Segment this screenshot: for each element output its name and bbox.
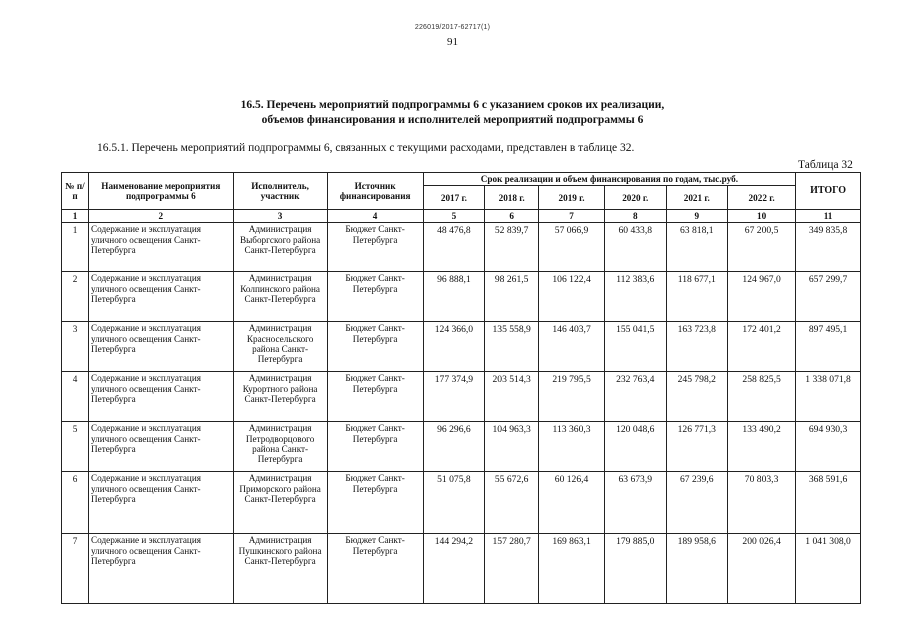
- value-2022: 172 401,2: [728, 322, 796, 372]
- row-number: 4: [62, 372, 89, 422]
- value-2021: 189 958,6: [666, 534, 728, 604]
- value-total: 1 338 071,8: [796, 372, 861, 422]
- table-row: [62, 372, 861, 422]
- header-row-1: [62, 173, 861, 186]
- value-2019: 146 403,7: [539, 322, 605, 372]
- value-2018: 52 839,7: [485, 223, 539, 272]
- value-2018: 104 963,3: [485, 422, 539, 472]
- measure-name: Содержание и эксплуатация уличного освещения Санкт-Петербурга: [88, 223, 233, 272]
- value-2021: 126 771,3: [666, 422, 728, 472]
- value-2018: 55 672,6: [485, 472, 539, 534]
- executor: Администрация Петродворцового района Санкт-Петербурга: [233, 422, 327, 472]
- funding-source: Бюджет Санкт-Петербурга: [327, 223, 423, 272]
- table-caption: Таблица 32: [798, 159, 853, 171]
- funding-source: Бюджет Санкт-Петербурга: [327, 534, 423, 604]
- col-number: 9: [666, 210, 728, 223]
- col-number: 1: [62, 210, 89, 223]
- value-2018: 203 514,3: [485, 372, 539, 422]
- col-header-total: ИТОГО: [796, 173, 861, 210]
- row-number: 5: [62, 422, 89, 472]
- executor: Администрация Колпинского района Санкт-Петербурга: [233, 272, 327, 322]
- col-number: 4: [327, 210, 423, 223]
- row-number: 6: [62, 472, 89, 534]
- value-2022: 70 803,3: [728, 472, 796, 534]
- table-row: [62, 422, 861, 472]
- value-2019: 106 122,4: [539, 272, 605, 322]
- funding-source: Бюджет Санкт-Петербурга: [327, 472, 423, 534]
- table-row: [62, 272, 861, 322]
- funding-source: Бюджет Санкт-Петербурга: [327, 422, 423, 472]
- row-number: 3: [62, 322, 89, 372]
- value-total: 897 495,1: [796, 322, 861, 372]
- col-number: 11: [796, 210, 861, 223]
- value-2020: 179 885,0: [604, 534, 666, 604]
- value-total: 1 041 308,0: [796, 534, 861, 604]
- value-2021: 63 818,1: [666, 223, 728, 272]
- section-title: [0, 98, 905, 128]
- value-2022: 133 490,2: [728, 422, 796, 472]
- value-total: 349 835,8: [796, 223, 861, 272]
- value-2017: 48 476,8: [423, 223, 485, 272]
- section-title-line-2: объемов финансирования и исполнителей мероприятий подпрограммы 6: [261, 114, 644, 126]
- table-row: [62, 534, 861, 604]
- value-2021: 245 798,2: [666, 372, 728, 422]
- funding-source: Бюджет Санкт-Петербурга: [327, 322, 423, 372]
- value-2022: 67 200,5: [728, 223, 796, 272]
- row-number: 1: [62, 223, 89, 272]
- col-header-period-group: Срок реализации и объем финансирования по годам, тыс.руб.: [423, 173, 796, 186]
- col-number: 2: [88, 210, 233, 223]
- col-header-year: 2019 г.: [539, 186, 605, 210]
- table-row: [62, 223, 861, 272]
- executor: Администрация Красносельского района Санкт-Петербурга: [233, 322, 327, 372]
- executor: Администрация Приморского района Санкт-Петербурга: [233, 472, 327, 534]
- value-2017: 96 296,6: [423, 422, 485, 472]
- value-2018: 98 261,5: [485, 272, 539, 322]
- col-header-name: Наименование мероприятия подпрограммы 6: [88, 173, 233, 210]
- value-2017: 177 374,9: [423, 372, 485, 422]
- value-2020: 112 383,6: [604, 272, 666, 322]
- value-2021: 67 239,6: [666, 472, 728, 534]
- value-2017: 144 294,2: [423, 534, 485, 604]
- value-2017: 51 075,8: [423, 472, 485, 534]
- funding-source: Бюджет Санкт-Петербурга: [327, 372, 423, 422]
- value-total: 694 930,3: [796, 422, 861, 472]
- value-2022: 200 026,4: [728, 534, 796, 604]
- value-2022: 124 967,0: [728, 272, 796, 322]
- value-2022: 258 825,5: [728, 372, 796, 422]
- value-total: 368 591,6: [796, 472, 861, 534]
- value-2019: 60 126,4: [539, 472, 605, 534]
- col-header-source: Источник финансирования: [327, 173, 423, 210]
- col-number: 5: [423, 210, 485, 223]
- value-2019: 113 360,3: [539, 422, 605, 472]
- measure-name: Содержание и эксплуатация уличного освещения Санкт-Петербурга: [88, 472, 233, 534]
- row-number: 2: [62, 272, 89, 322]
- measure-name: Содержание и эксплуатация уличного освещения Санкт-Петербурга: [88, 372, 233, 422]
- intro-paragraph: 16.5.1. Перечень мероприятий подпрограммы 6, связанных с текущими расходами, представлен в таблице 32.: [97, 142, 635, 154]
- col-header-no: № п/п: [62, 173, 89, 210]
- value-2017: 124 366,0: [423, 322, 485, 372]
- value-2019: 57 066,9: [539, 223, 605, 272]
- col-number: 8: [604, 210, 666, 223]
- executor: Администрация Пушкинского района Санкт-Петербурга: [233, 534, 327, 604]
- value-2020: 232 763,4: [604, 372, 666, 422]
- col-header-executor: Исполнитель, участник: [233, 173, 327, 210]
- col-number: 10: [728, 210, 796, 223]
- measure-name: Содержание и эксплуатация уличного освещения Санкт-Петербурга: [88, 272, 233, 322]
- value-2021: 163 723,8: [666, 322, 728, 372]
- value-total: 657 299,7: [796, 272, 861, 322]
- value-2020: 155 041,5: [604, 322, 666, 372]
- value-2019: 169 863,1: [539, 534, 605, 604]
- value-2017: 96 888,1: [423, 272, 485, 322]
- measure-name: Содержание и эксплуатация уличного освещения Санкт-Петербурга: [88, 322, 233, 372]
- row-number: 7: [62, 534, 89, 604]
- value-2020: 63 673,9: [604, 472, 666, 534]
- col-header-year: 2018 г.: [485, 186, 539, 210]
- col-number: 3: [233, 210, 327, 223]
- value-2021: 118 677,1: [666, 272, 728, 322]
- col-header-year: 2017 г.: [423, 186, 485, 210]
- column-number-row: [62, 210, 861, 223]
- measures-table: [61, 172, 861, 604]
- funding-source: Бюджет Санкт-Петербурга: [327, 272, 423, 322]
- measure-name: Содержание и эксплуатация уличного освещения Санкт-Петербурга: [88, 422, 233, 472]
- page-number: 91: [447, 36, 458, 48]
- value-2019: 219 795,5: [539, 372, 605, 422]
- table-row: [62, 322, 861, 372]
- value-2018: 157 280,7: [485, 534, 539, 604]
- col-header-year: 2022 г.: [728, 186, 796, 210]
- value-2020: 60 433,8: [604, 223, 666, 272]
- section-title-line-1: 16.5. Перечень мероприятий подпрограммы 6 с указанием сроков их реализации,: [240, 99, 665, 111]
- measure-name: Содержание и эксплуатация уличного освещения Санкт-Петербурга: [88, 534, 233, 604]
- document-id: 226019/2017-62717(1): [414, 24, 491, 31]
- executor: Администрация Выборгского района Санкт-Петербурга: [233, 223, 327, 272]
- table-row: [62, 472, 861, 534]
- executor: Администрация Курортного района Санкт-Петербурга: [233, 372, 327, 422]
- col-header-year: 2021 г.: [666, 186, 728, 210]
- value-2020: 120 048,6: [604, 422, 666, 472]
- col-header-year: 2020 г.: [604, 186, 666, 210]
- value-2018: 135 558,9: [485, 322, 539, 372]
- col-number: 6: [485, 210, 539, 223]
- col-number: 7: [539, 210, 605, 223]
